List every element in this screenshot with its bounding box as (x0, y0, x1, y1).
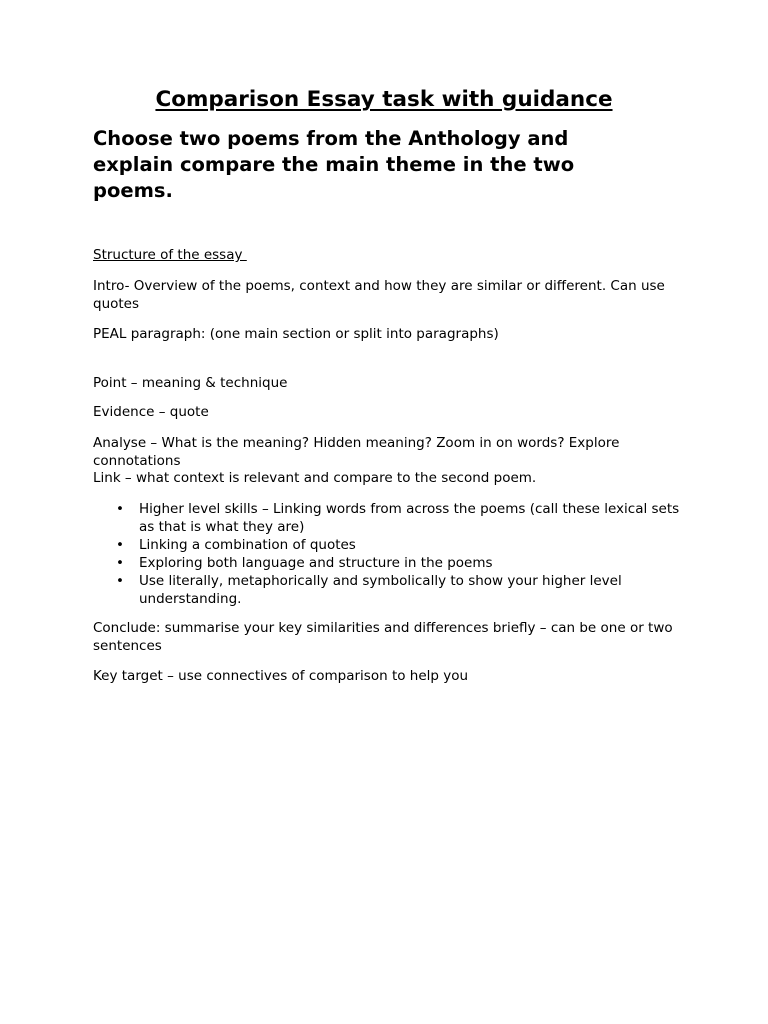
conclude-paragraph: Conclude: summarise your key similarities and differences briefly – can be one or two sentences (93, 620, 673, 654)
bullet-icon: • (116, 555, 124, 571)
list-item-text: Exploring both language and structure in the poems (139, 555, 493, 571)
intro-paragraph: Intro- Overview of the poems, context and how they are similar or different. Can use quotes (93, 278, 665, 312)
list-item-text: Linking a combination of quotes (139, 537, 356, 553)
key-target-line: Key target – use connectives of comparison to help you (93, 668, 469, 684)
skills-list (93, 500, 683, 608)
document-title: Comparison Essay task with guidance (155, 87, 613, 112)
list-item (93, 500, 683, 536)
task-statement: Choose two poems from the Anthology and explain compare the main theme in the two poems. (93, 127, 575, 202)
section-heading: Structure of the essay (93, 247, 247, 263)
list-item (93, 536, 683, 554)
peal-paragraph: PEAL paragraph: (one main section or split into paragraphs) (93, 326, 499, 342)
bullet-icon: • (116, 501, 124, 517)
link-line: Link – what context is relevant and compare to the second poem. (93, 470, 537, 486)
list-item-text: Higher level skills – Linking words from across the poems (call these lexical sets as that is what they are) (139, 501, 680, 535)
evidence-line: Evidence – quote (93, 404, 209, 420)
point-line: Point – meaning & technique (93, 375, 288, 391)
analyse-paragraph: Analyse – What is the meaning? Hidden meaning? Zoom in on words? Explore connotations (93, 435, 620, 469)
list-item (93, 572, 683, 608)
list-item-text: Use literally, metaphorically and symbolically to show your higher level understanding. (139, 573, 622, 607)
bullet-icon: • (116, 537, 124, 553)
bullet-icon: • (116, 573, 124, 589)
list-item (93, 554, 683, 572)
